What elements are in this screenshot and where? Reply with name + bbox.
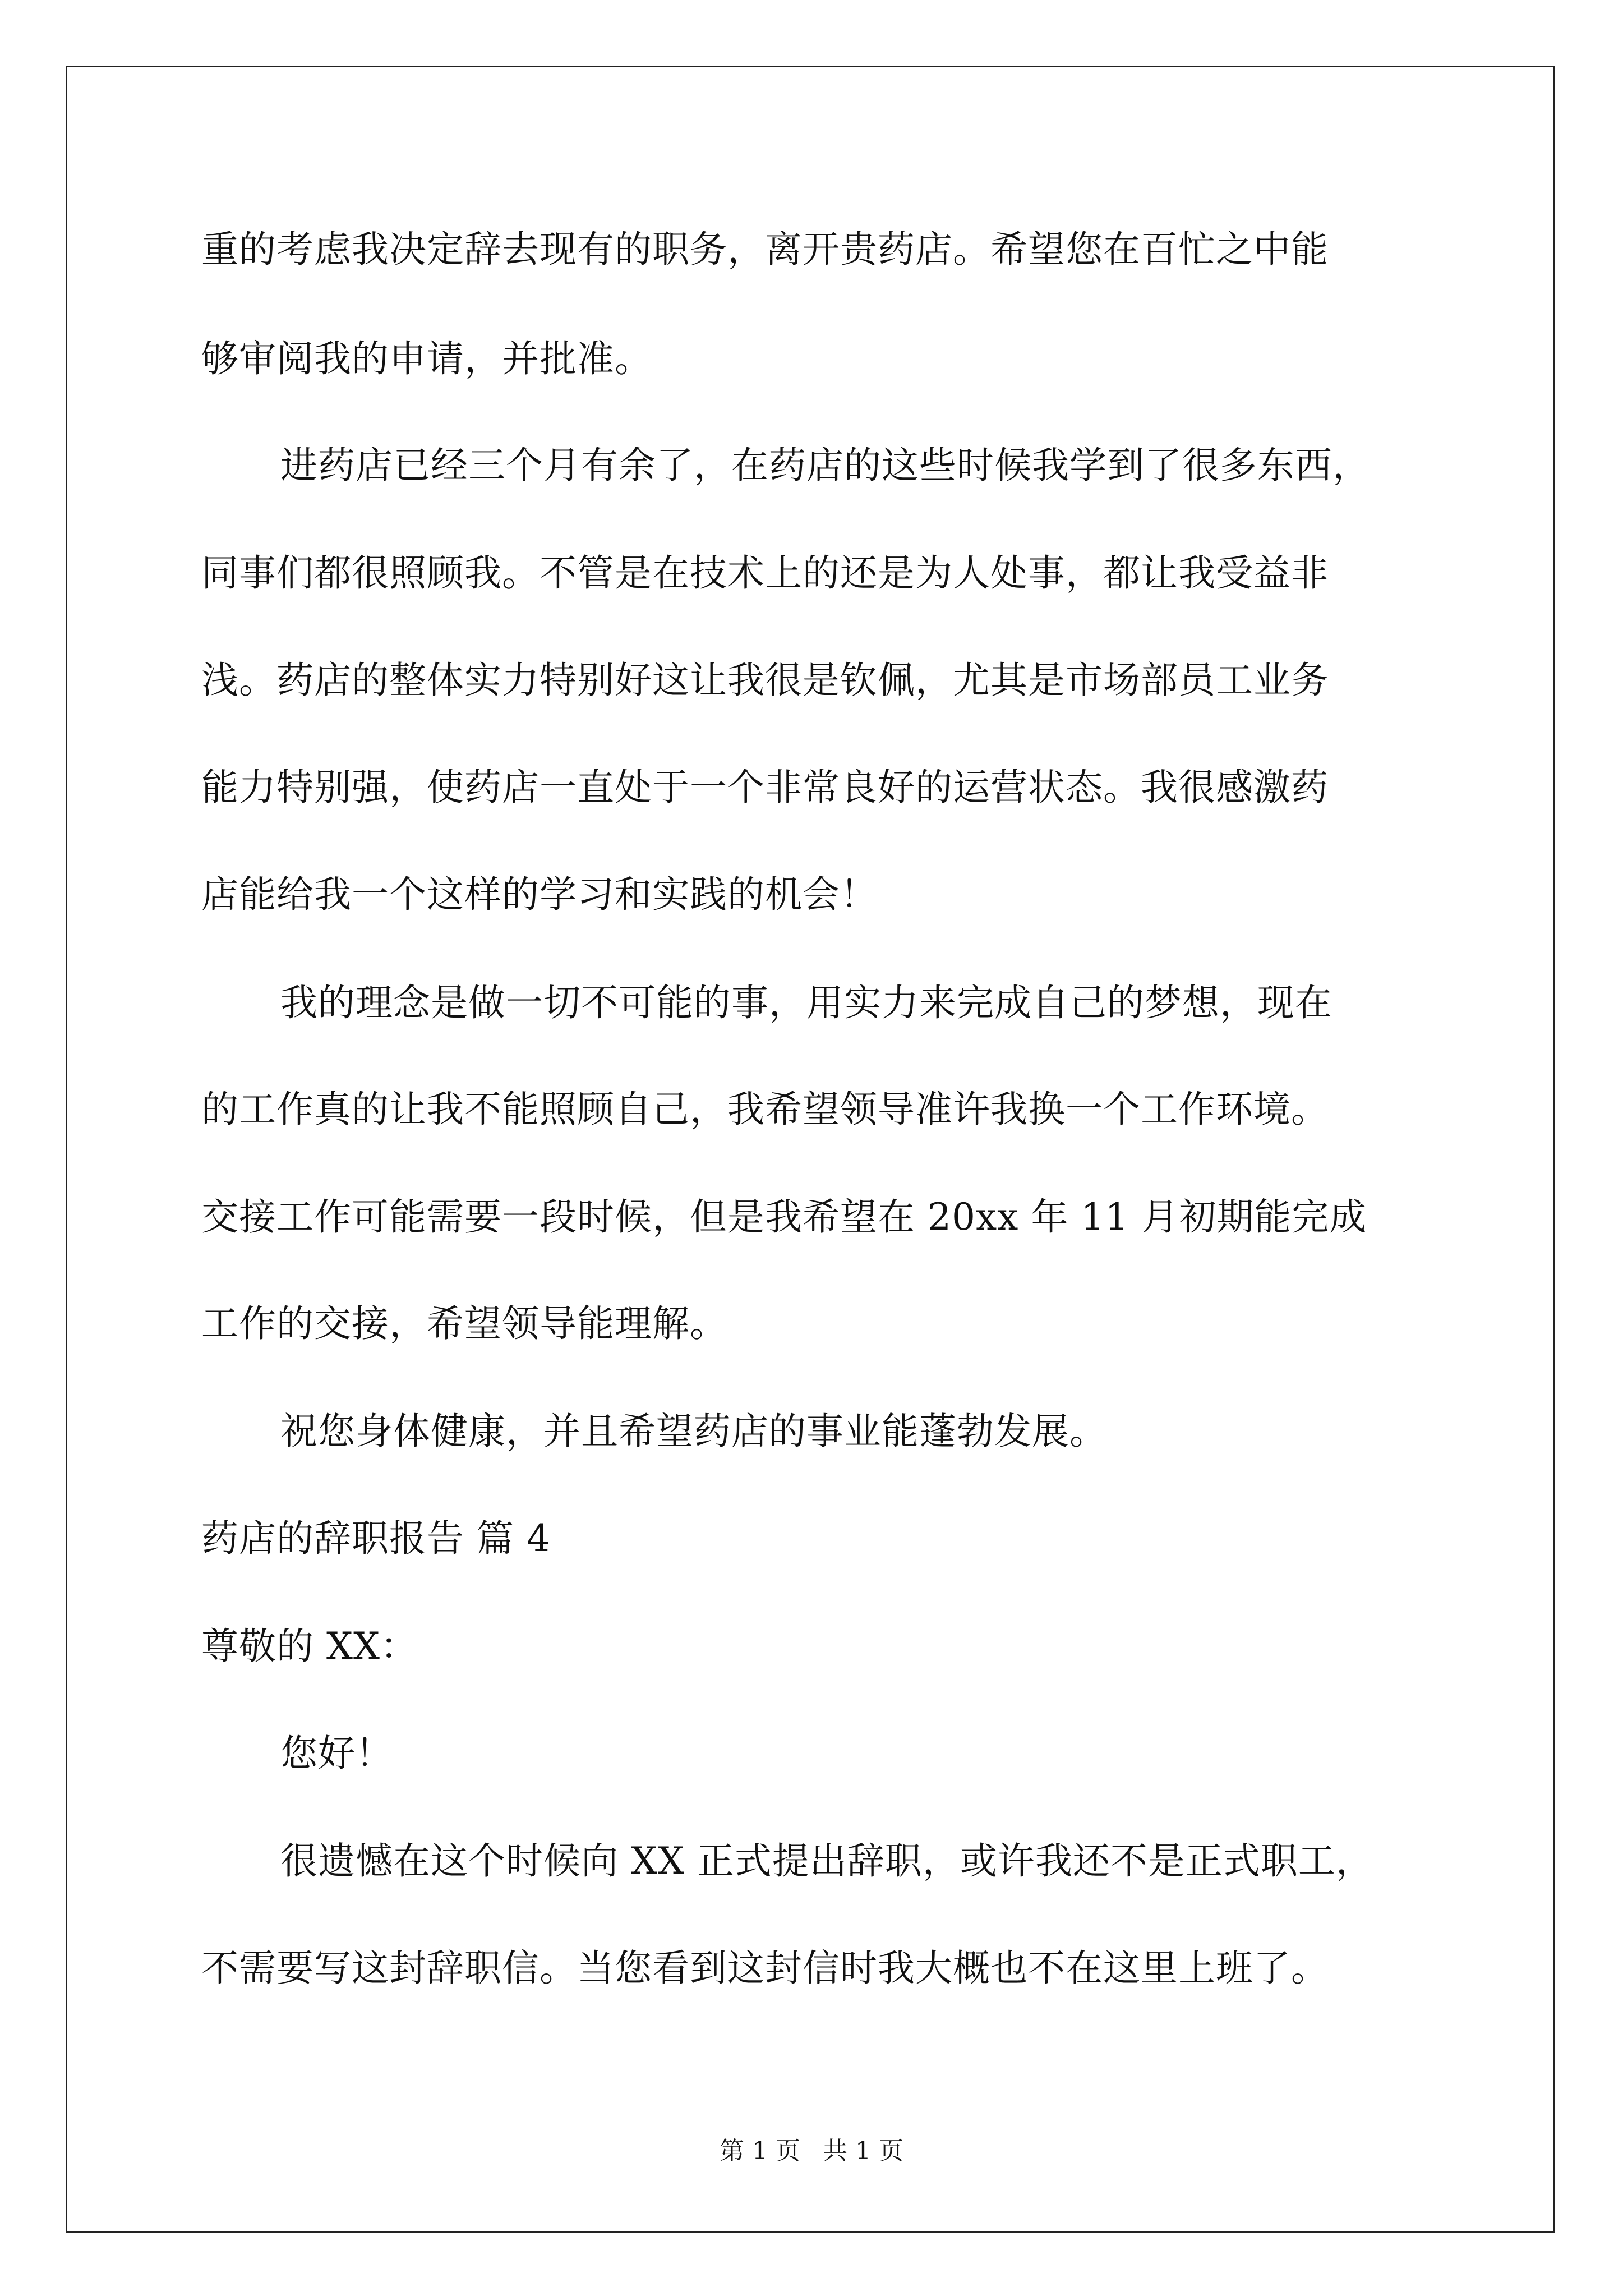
body-line: 浅。药店的整体实力特别好这让我很是钦佩，尤其是市场部员工业务 [201, 659, 1329, 702]
greeting: 您好！ [280, 1732, 393, 1775]
body-line: 够审阅我的申请，并批准。 [201, 337, 652, 380]
paragraph-start-line: 进药店已经三个月有余了，在药店的这些时候我学到了很多东西， [280, 444, 1370, 487]
paragraph-start-line: 很遗憾在这个时候向 XX 正式提出辞职，或许我还不是正式职工， [280, 1839, 1373, 1883]
page-number: 第 1 页 [720, 2137, 800, 2165]
paragraph-start-line: 祝您身体健康，并且希望药店的事业能蓬勃发展。 [280, 1410, 1107, 1453]
page-border [66, 66, 1555, 2233]
body-line: 不需要写这封辞职信。当您看到这封信时我大概也不在这里上班了。 [201, 1947, 1329, 1990]
salutation: 尊敬的 XX： [201, 1625, 418, 1668]
body-line: 的工作真的让我不能照顾自己，我希望领导准许我换一个工作环境。 [201, 1088, 1329, 1131]
page-footer [0, 2136, 1623, 2167]
body-line: 交接工作可能需要一段时候，但是我希望在 20xx 年 11 月初期能完成 [201, 1195, 1367, 1239]
body-line: 店能给我一个这样的学习和实践的机会！ [201, 873, 878, 916]
paragraph-start-line: 我的理念是做一切不可能的事，用实力来完成自己的梦想，现在 [280, 981, 1332, 1024]
page-total: 共 1 页 [823, 2137, 903, 2165]
body-line: 重的考虑我决定辞去现有的职务，离开贵药店。希望您在百忙之中能 [201, 228, 1329, 271]
body-line: 同事们都很照顾我。不管是在技术上的还是为人处事，都让我受益非 [201, 551, 1329, 595]
body-line: 能力特别强，使药店一直处于一个非常良好的运营状态。我很感激药 [201, 766, 1329, 809]
section-heading: 药店的辞职报告 篇 4 [201, 1517, 551, 1560]
body-line: 工作的交接，希望领导能理解。 [201, 1302, 727, 1345]
